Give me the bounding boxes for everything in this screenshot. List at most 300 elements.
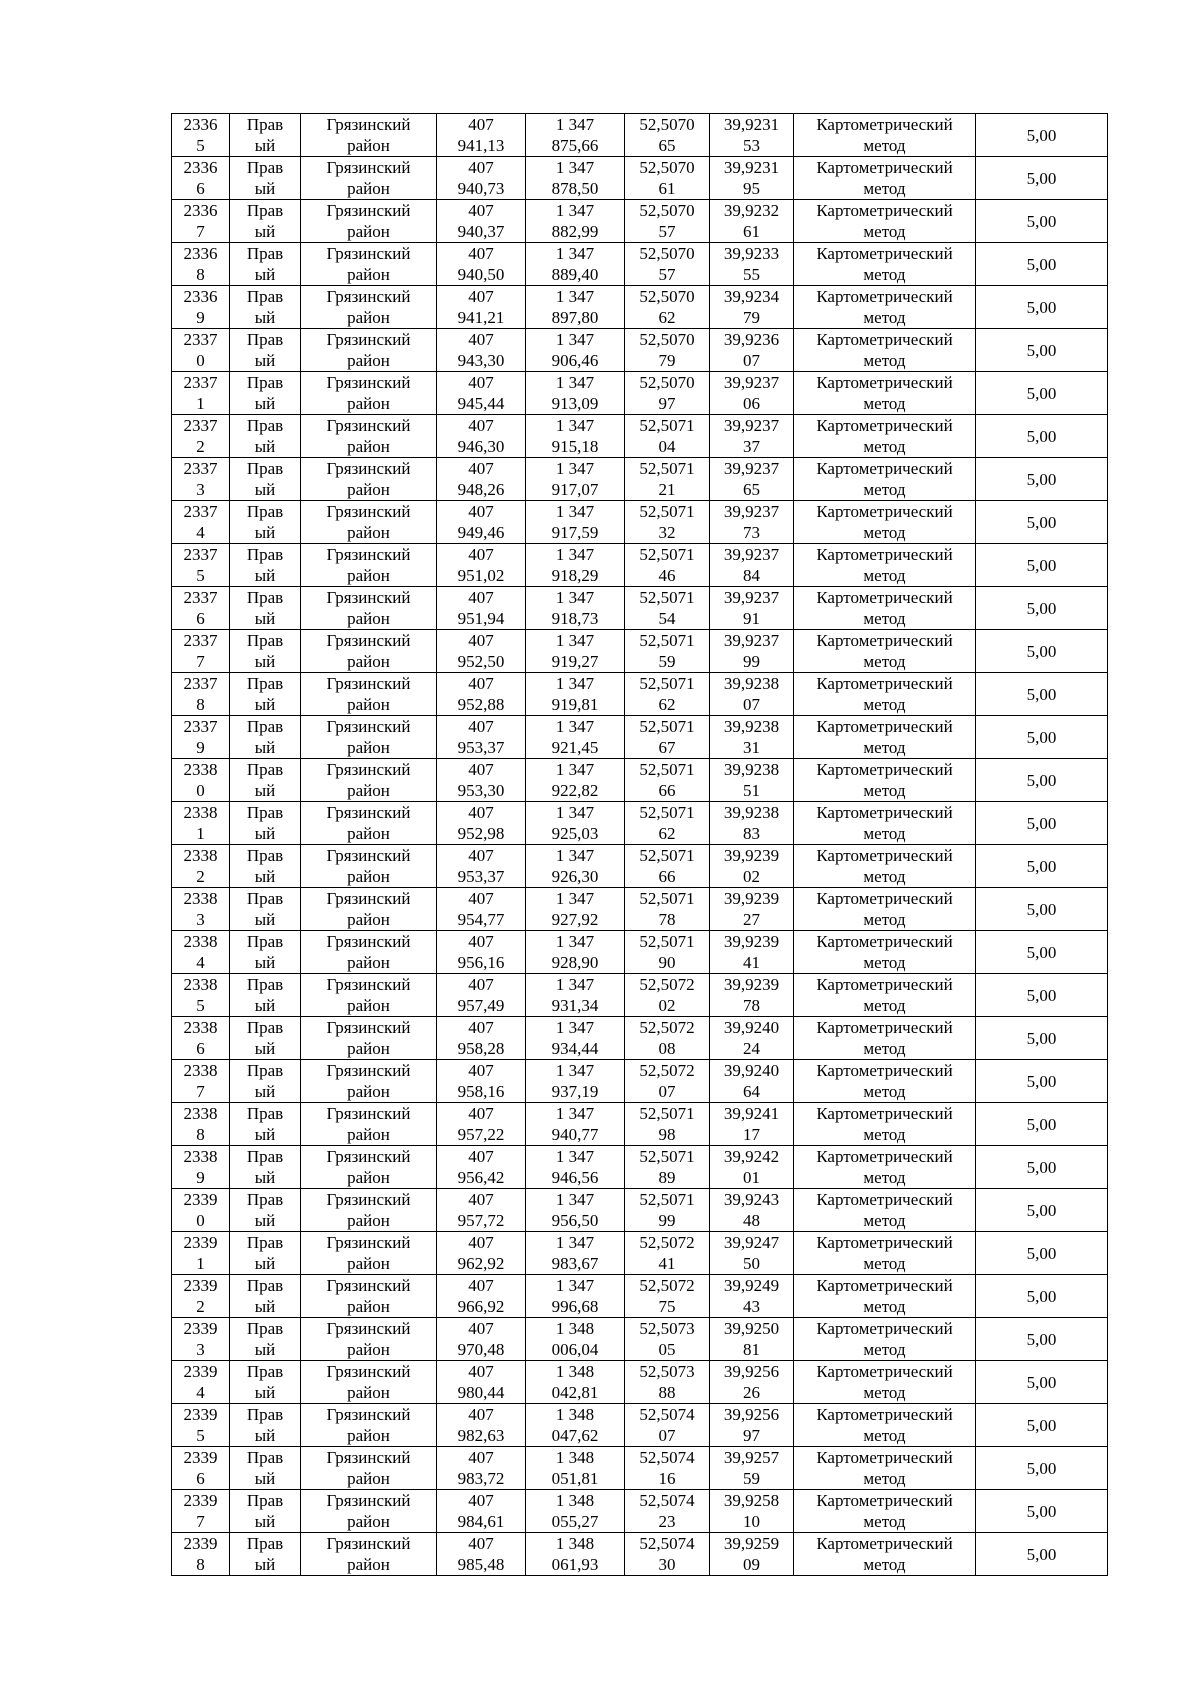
latitude-line: 98 [658, 1125, 676, 1144]
point-number-line: 9 [196, 308, 205, 327]
latitude-line: 52,5072 [639, 1061, 695, 1080]
district-line: Грязинский [326, 1319, 411, 1338]
method-line: метод [863, 652, 906, 671]
method-line: Картометрический [816, 760, 953, 779]
x-coordinate-line: 407 [468, 1276, 494, 1295]
side-cell [230, 1103, 301, 1146]
x-coordinate-line: 407 [468, 244, 494, 263]
point-number-line: 8 [196, 695, 205, 714]
longitude-cell [710, 1490, 794, 1533]
latitude-line: 52,5072 [639, 975, 695, 994]
district-line: район [347, 1340, 390, 1359]
side-cell [230, 630, 301, 673]
side-line: ый [254, 738, 276, 757]
method-line: метод [863, 480, 906, 499]
longitude-line: 53 [743, 136, 760, 155]
x-coordinate-cell [437, 157, 526, 200]
x-coordinate-cell [437, 544, 526, 587]
district-line: район [347, 1297, 390, 1316]
method-line: метод [863, 394, 906, 413]
district-line: район [347, 867, 390, 886]
method-line: метод [863, 1168, 906, 1187]
method-line: Картометрический [816, 244, 953, 263]
side-cell [230, 1275, 301, 1318]
longitude-line: 39,9237 [723, 588, 780, 607]
side-line: ый [254, 695, 276, 714]
side-line: Прав [246, 373, 284, 392]
method-line: Картометрический [816, 1104, 953, 1123]
y-coordinate-line: 1 347 [555, 588, 595, 607]
y-coordinate-cell [526, 286, 625, 329]
district-line: район [347, 1555, 390, 1574]
latitude-cell [625, 931, 710, 974]
district-cell [301, 1146, 437, 1189]
y-coordinate-line: 875,66 [551, 136, 599, 155]
side-cell [230, 1533, 301, 1576]
x-coordinate-cell [437, 759, 526, 802]
x-coordinate-line: 953,37 [457, 738, 505, 757]
district-line: район [347, 953, 390, 972]
y-coordinate-line: 1 347 [555, 674, 595, 693]
x-coordinate-line: 956,42 [457, 1168, 505, 1187]
longitude-line: 73 [743, 523, 760, 542]
district-cell [301, 200, 437, 243]
method-cell [794, 458, 976, 501]
latitude-line: 04 [658, 437, 676, 456]
x-coordinate-line: 407 [468, 416, 494, 435]
x-coordinate-cell [437, 329, 526, 372]
table-row [172, 415, 1108, 458]
y-coordinate-line: 1 347 [555, 545, 595, 564]
district-line: Грязинский [326, 1233, 411, 1252]
point-number-line: 4 [196, 523, 205, 542]
longitude-line: 17 [743, 1125, 760, 1144]
method-line: Картометрический [816, 1491, 953, 1510]
side-cell [230, 1189, 301, 1232]
longitude-cell [710, 544, 794, 587]
latitude-line: 52,5070 [639, 115, 695, 134]
side-line: ый [254, 1340, 276, 1359]
side-cell [230, 415, 301, 458]
method-line: метод [863, 738, 906, 757]
accuracy-cell: 5,00 [976, 501, 1108, 544]
latitude-line: 78 [658, 910, 676, 929]
district-cell [301, 1060, 437, 1103]
x-coordinate-cell [437, 587, 526, 630]
method-line: метод [863, 1469, 906, 1488]
latitude-line: 52,5074 [639, 1448, 695, 1467]
side-line: ый [254, 222, 276, 241]
district-line: Грязинский [326, 1448, 411, 1467]
point-number-line: 6 [196, 179, 205, 198]
latitude-line: 52,5074 [639, 1534, 695, 1553]
point-number-line: 2338 [183, 803, 218, 822]
district-line: Грязинский [326, 545, 411, 564]
x-coordinate-cell [437, 1361, 526, 1404]
y-coordinate-line: 1 347 [555, 1190, 595, 1209]
longitude-line: 64 [743, 1082, 760, 1101]
x-coordinate-line: 407 [468, 158, 494, 177]
y-coordinate-cell [526, 329, 625, 372]
side-line: Прав [246, 1491, 284, 1510]
method-cell [794, 544, 976, 587]
longitude-line: 39,9233 [723, 244, 780, 263]
district-line: Грязинский [326, 416, 411, 435]
latitude-cell [625, 243, 710, 286]
y-coordinate-line: 1 348 [555, 1405, 595, 1424]
district-line: Грязинский [326, 1061, 411, 1080]
accuracy-cell: 5,00 [976, 1490, 1108, 1533]
y-coordinate-cell [526, 1361, 625, 1404]
point-number-cell [172, 974, 230, 1017]
table-row [172, 1189, 1108, 1232]
longitude-line: 24 [743, 1039, 760, 1058]
point-number-line: 2336 [183, 287, 218, 306]
y-coordinate-line: 956,50 [551, 1211, 599, 1230]
method-cell [794, 888, 976, 931]
point-number-line: 2339 [183, 1405, 218, 1424]
point-number-line: 8 [196, 1555, 205, 1574]
point-number-line: 2339 [183, 1534, 218, 1553]
y-coordinate-line: 1 347 [555, 1147, 595, 1166]
district-cell [301, 286, 437, 329]
x-coordinate-line: 407 [468, 459, 494, 478]
method-line: Картометрический [816, 975, 953, 994]
y-coordinate-cell [526, 1146, 625, 1189]
point-number-cell [172, 415, 230, 458]
point-number-cell [172, 587, 230, 630]
longitude-line: 39,9256 [723, 1405, 780, 1424]
method-cell [794, 415, 976, 458]
y-coordinate-line: 1 347 [555, 889, 595, 908]
longitude-line: 39,9241 [723, 1104, 780, 1123]
longitude-line: 39,9240 [723, 1061, 780, 1080]
side-cell [230, 1490, 301, 1533]
x-coordinate-line: 957,49 [457, 996, 505, 1015]
method-line: метод [863, 695, 906, 714]
point-number-cell [172, 1060, 230, 1103]
district-cell [301, 1232, 437, 1275]
side-line: Прав [246, 1190, 284, 1209]
method-cell [794, 1017, 976, 1060]
y-coordinate-cell [526, 1447, 625, 1490]
side-line: Прав [246, 932, 284, 951]
latitude-cell [625, 587, 710, 630]
method-cell [794, 974, 976, 1017]
latitude-cell [625, 329, 710, 372]
district-line: Грязинский [326, 1190, 411, 1209]
longitude-cell [710, 415, 794, 458]
method-line: Картометрический [816, 1018, 953, 1037]
accuracy-cell: 5,00 [976, 974, 1108, 1017]
side-cell [230, 501, 301, 544]
latitude-line: 52,5071 [639, 631, 695, 650]
latitude-cell [625, 1146, 710, 1189]
accuracy-cell: 5,00 [976, 200, 1108, 243]
side-line: Прав [246, 1061, 284, 1080]
longitude-line: 39,9237 [723, 416, 780, 435]
point-number-line: 2338 [183, 932, 218, 951]
point-number-cell [172, 888, 230, 931]
district-line: район [347, 652, 390, 671]
x-coordinate-line: 940,73 [457, 179, 505, 198]
method-line: Картометрический [816, 588, 953, 607]
point-number-cell [172, 372, 230, 415]
method-line: метод [863, 1125, 906, 1144]
method-line: метод [863, 437, 906, 456]
table-row [172, 1103, 1108, 1146]
side-line: Прав [246, 803, 284, 822]
x-coordinate-line: 407 [468, 1061, 494, 1080]
latitude-line: 89 [658, 1168, 676, 1187]
latitude-line: 52,5071 [639, 1147, 695, 1166]
side-line: Прав [246, 1405, 284, 1424]
point-number-line: 5 [196, 1426, 205, 1445]
latitude-line: 52,5073 [639, 1319, 695, 1338]
latitude-line: 75 [658, 1297, 676, 1316]
x-coordinate-cell [437, 1447, 526, 1490]
method-line: метод [863, 1383, 906, 1402]
side-line: Прав [246, 975, 284, 994]
side-line: Прав [246, 1362, 284, 1381]
latitude-line: 52,5072 [639, 1276, 695, 1295]
coordinates-table [171, 113, 1108, 1576]
side-line: ый [254, 609, 276, 628]
district-line: Грязинский [326, 115, 411, 134]
point-number-line: 2339 [183, 1233, 218, 1252]
point-number-line: 2337 [183, 502, 218, 521]
y-coordinate-line: 1 347 [555, 1104, 595, 1123]
district-line: район [347, 566, 390, 585]
side-line: ый [254, 953, 276, 972]
district-line: район [347, 738, 390, 757]
method-line: Картометрический [816, 803, 953, 822]
method-cell [794, 501, 976, 544]
side-line: ый [254, 1297, 276, 1316]
table-row [172, 372, 1108, 415]
x-coordinate-line: 407 [468, 1362, 494, 1381]
side-line: ый [254, 1039, 276, 1058]
point-number-line: 2337 [183, 674, 218, 693]
latitude-line: 52,5071 [639, 502, 695, 521]
table-row [172, 501, 1108, 544]
table-row [172, 458, 1108, 501]
latitude-cell [625, 1361, 710, 1404]
y-coordinate-line: 921,45 [551, 738, 599, 757]
district-line: Грязинский [326, 1104, 411, 1123]
district-line: Грязинский [326, 932, 411, 951]
x-coordinate-line: 407 [468, 932, 494, 951]
district-cell [301, 544, 437, 587]
table-row [172, 587, 1108, 630]
point-number-cell [172, 1146, 230, 1189]
district-line: район [347, 1469, 390, 1488]
longitude-line: 06 [743, 394, 760, 413]
side-cell [230, 716, 301, 759]
y-coordinate-line: 937,19 [551, 1082, 599, 1101]
x-coordinate-cell [437, 1103, 526, 1146]
y-coordinate-line: 889,40 [551, 265, 599, 284]
point-number-line: 2337 [183, 459, 218, 478]
latitude-cell [625, 458, 710, 501]
method-cell [794, 372, 976, 415]
longitude-cell [710, 673, 794, 716]
side-line: ый [254, 781, 276, 800]
method-line: метод [863, 1039, 906, 1058]
y-coordinate-line: 1 347 [555, 760, 595, 779]
method-line: метод [863, 1082, 906, 1101]
side-line: ый [254, 1512, 276, 1531]
method-line: Картометрический [816, 545, 953, 564]
latitude-line: 65 [658, 136, 676, 155]
accuracy-cell: 5,00 [976, 372, 1108, 415]
x-coordinate-line: 952,50 [457, 652, 505, 671]
point-number-line: 8 [196, 1125, 205, 1144]
method-cell [794, 630, 976, 673]
point-number-line: 4 [196, 953, 205, 972]
y-coordinate-line: 1 348 [555, 1362, 595, 1381]
accuracy-cell: 5,00 [976, 802, 1108, 845]
accuracy-cell: 5,00 [976, 415, 1108, 458]
method-line: метод [863, 1254, 906, 1273]
side-line: ый [254, 437, 276, 456]
method-line: метод [863, 1426, 906, 1445]
method-line: Картометрический [816, 846, 953, 865]
point-number-line: 5 [196, 136, 205, 155]
latitude-line: 99 [658, 1211, 676, 1230]
x-coordinate-cell [437, 845, 526, 888]
side-line: ый [254, 351, 276, 370]
side-line: ый [254, 566, 276, 585]
y-coordinate-cell [526, 673, 625, 716]
x-coordinate-line: 407 [468, 545, 494, 564]
method-cell [794, 243, 976, 286]
latitude-line: 52,5070 [639, 373, 695, 392]
longitude-line: 91 [743, 609, 760, 628]
district-line: район [347, 351, 390, 370]
district-line: Грязинский [326, 1491, 411, 1510]
district-line: район [347, 1211, 390, 1230]
point-number-line: 7 [196, 1512, 205, 1531]
latitude-cell [625, 1533, 710, 1576]
longitude-line: 39,9231 [723, 158, 780, 177]
district-line: район [347, 222, 390, 241]
y-coordinate-cell [526, 243, 625, 286]
longitude-cell [710, 1017, 794, 1060]
method-line: метод [863, 867, 906, 886]
y-coordinate-cell [526, 458, 625, 501]
point-number-line: 0 [196, 781, 205, 800]
longitude-line: 07 [743, 695, 760, 714]
y-coordinate-cell [526, 501, 625, 544]
longitude-cell [710, 1103, 794, 1146]
district-line: Грязинский [326, 330, 411, 349]
y-coordinate-line: 1 347 [555, 1018, 595, 1037]
method-cell [794, 1404, 976, 1447]
point-number-cell [172, 243, 230, 286]
point-number-line: 2338 [183, 1061, 218, 1080]
latitude-line: 52,5071 [639, 889, 695, 908]
y-coordinate-cell [526, 1318, 625, 1361]
side-line: ый [254, 1211, 276, 1230]
latitude-cell [625, 1404, 710, 1447]
longitude-line: 59 [743, 1469, 760, 1488]
point-number-line: 2339 [183, 1448, 218, 1467]
y-coordinate-line: 1 347 [555, 803, 595, 822]
x-coordinate-cell [437, 1490, 526, 1533]
method-cell [794, 1490, 976, 1533]
latitude-line: 52,5071 [639, 717, 695, 736]
method-line: метод [863, 824, 906, 843]
point-number-line: 2337 [183, 588, 218, 607]
longitude-cell [710, 200, 794, 243]
side-cell [230, 759, 301, 802]
latitude-line: 61 [658, 179, 676, 198]
district-line: Грязинский [326, 803, 411, 822]
table-row [172, 1318, 1108, 1361]
side-line: Прав [246, 158, 284, 177]
district-line: район [347, 1039, 390, 1058]
district-line: Грязинский [326, 760, 411, 779]
x-coordinate-line: 407 [468, 1448, 494, 1467]
y-coordinate-line: 946,56 [551, 1168, 599, 1187]
y-coordinate-line: 1 347 [555, 201, 595, 220]
point-number-cell [172, 1103, 230, 1146]
longitude-line: 39,9237 [723, 459, 780, 478]
longitude-cell [710, 458, 794, 501]
x-coordinate-line: 407 [468, 1319, 494, 1338]
district-line: Грязинский [326, 674, 411, 693]
y-coordinate-cell [526, 1017, 625, 1060]
district-cell [301, 329, 437, 372]
latitude-line: 67 [658, 738, 676, 757]
side-cell [230, 931, 301, 974]
y-coordinate-line: 922,82 [551, 781, 599, 800]
y-coordinate-cell [526, 845, 625, 888]
side-line: Прав [246, 416, 284, 435]
x-coordinate-line: 953,37 [457, 867, 505, 886]
x-coordinate-cell [437, 1060, 526, 1103]
x-coordinate-line: 984,61 [457, 1512, 505, 1531]
latitude-line: 52,5070 [639, 244, 695, 263]
side-line: Прав [246, 846, 284, 865]
latitude-cell [625, 1060, 710, 1103]
x-coordinate-line: 407 [468, 588, 494, 607]
side-cell [230, 1404, 301, 1447]
latitude-line: 66 [658, 781, 676, 800]
district-line: район [347, 996, 390, 1015]
longitude-line: 81 [743, 1340, 760, 1359]
longitude-cell [710, 1232, 794, 1275]
district-cell [301, 1361, 437, 1404]
latitude-cell [625, 802, 710, 845]
x-coordinate-line: 407 [468, 760, 494, 779]
point-number-cell [172, 931, 230, 974]
longitude-line: 65 [743, 480, 760, 499]
x-coordinate-cell [437, 974, 526, 1017]
x-coordinate-line: 982,63 [457, 1426, 505, 1445]
latitude-line: 52,5071 [639, 674, 695, 693]
latitude-cell [625, 1318, 710, 1361]
longitude-cell [710, 974, 794, 1017]
longitude-line: 09 [743, 1555, 760, 1574]
longitude-cell [710, 501, 794, 544]
y-coordinate-line: 1 347 [555, 373, 595, 392]
longitude-cell [710, 931, 794, 974]
x-coordinate-line: 407 [468, 1534, 494, 1553]
method-line: Картометрический [816, 1405, 953, 1424]
point-number-cell [172, 1232, 230, 1275]
